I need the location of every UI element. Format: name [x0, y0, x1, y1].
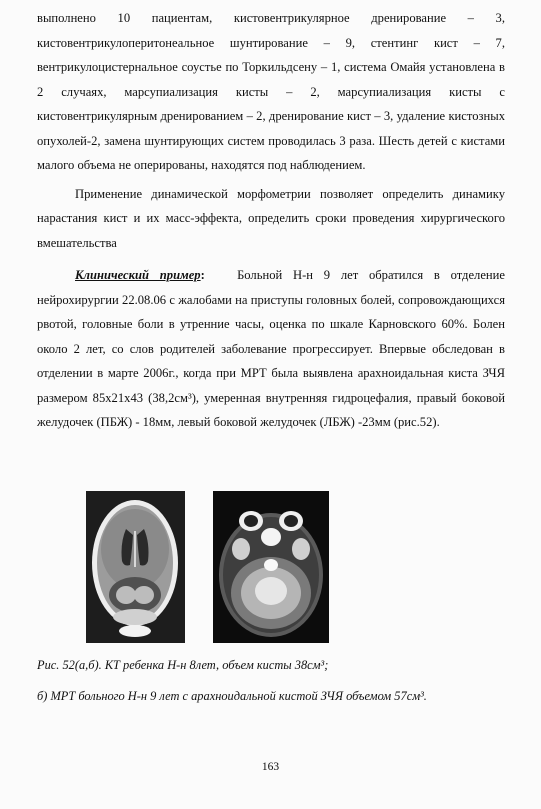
paragraph-morphometry: Применение динамической морфометрии позволяет определить динамику нарастания кист и их масс-эффекта, определить сроки проведения хирургического вмешательства	[37, 186, 505, 250]
clinical-example-heading: Клинический пример	[75, 268, 201, 282]
figure-caption-a: Рис. 52(а,б). КТ ребенка Н-н 8лет, объем кисты 38см³;	[37, 658, 329, 672]
clinical-example-colon: :	[200, 268, 205, 282]
figure-caption-b: б) МРТ больного Н-н 9 лет с арахноидальной кистой ЗЧЯ объемом 57см³.	[37, 689, 427, 703]
paragraph-treatment-summary: выполнено 10 пациентам, кистовентрикулярное дренирование – 3, кистовентрикулоперитонеальное шунтирование – 9, стентинг кист – 7, вентрикулоцистернальное соустье по Торкильдсену – 1, система Омайя установлена в 2 случаях, марсупиализация кисты – 2, марсупиализация кисты с кистовентрикулярным дренированием – 2, дренирование кист – 3, удаление кистозных опухолей-2, замена шунтирующих систем проводилась 3 раза. Шесть детей с кистами малого объема не оперированы, находятся под наблюдением.	[37, 11, 505, 172]
clinical-example-text: Больной Н-н 9 лет обратился в отделение нейрохирургии 22.08.06 с жалобами на приступы головных болей, сопровождающихся рвотой, головные боли в утренние часы, оценка по шкале Карновского 60%. Болен около 2 лет, со слов родителей заболевание прогрессирует. Впервые обследован в отделении в марте 2006г., когда при МРТ была выявлена арахноидальная киста ЗЧЯ размером 85х21х43 (38,2см³), умеренная внутренняя гидроцефалия, правый боковой желудочек (ПБЖ) - 18мм, левый боковой желудочек (ЛБЖ) -23мм (рис.52).	[37, 268, 505, 429]
body-text	[37, 6, 505, 435]
paragraph-clinical-example	[37, 263, 505, 435]
ct-scan-image	[86, 491, 185, 643]
mri-scan-image	[213, 491, 329, 643]
page-number: 163	[261, 761, 280, 773]
